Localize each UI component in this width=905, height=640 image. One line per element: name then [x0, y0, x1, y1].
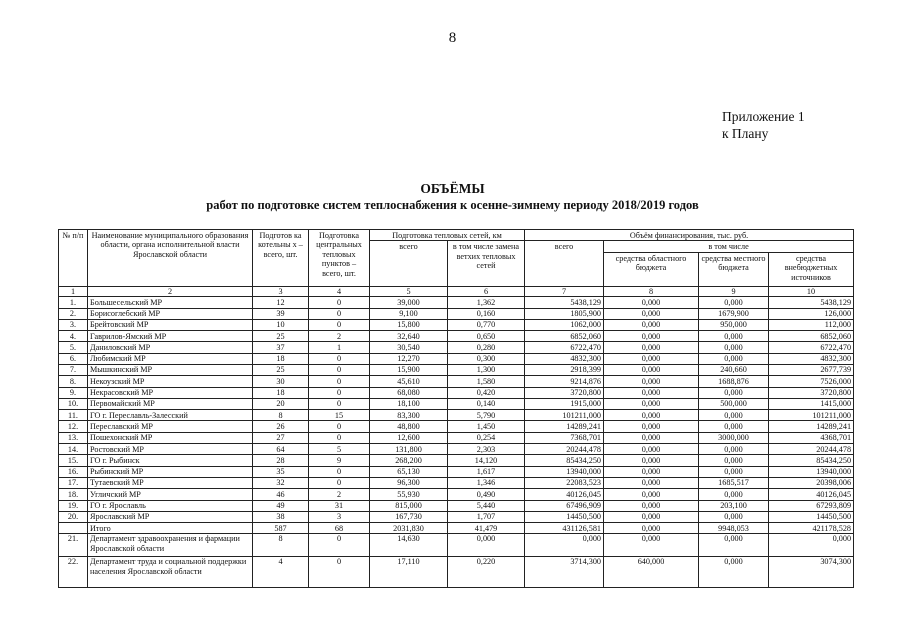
boilers-count: 28 [253, 455, 309, 466]
networks-replacement-km: 0,770 [448, 319, 525, 330]
table-row [59, 500, 854, 511]
boilers-count: 8 [253, 410, 309, 421]
header-offbudget: средства внебюджетных источников [769, 252, 854, 286]
row-number: 18. [59, 489, 88, 500]
row-number: 13. [59, 432, 88, 443]
financing-regional: 0,000 [604, 319, 699, 330]
boilers-count: 39 [253, 308, 309, 319]
municipality-name: Тутаевский МР [88, 477, 253, 488]
financing-regional: 0,000 [604, 342, 699, 353]
financing-local: 0,000 [699, 534, 769, 557]
document-title: ОБЪЁМЫ [420, 181, 485, 196]
financing-offbudget: 13940,000 [769, 466, 854, 477]
header-boilers: Подготов ка котельны х – всего, шт. [253, 230, 309, 287]
financing-regional: 0,000 [604, 432, 699, 443]
financing-local: 0,000 [699, 297, 769, 308]
financing-local: 0,000 [699, 342, 769, 353]
networks-replacement-km: 0,490 [448, 489, 525, 500]
boilers-count: 30 [253, 376, 309, 387]
networks-total-km: 32,640 [370, 331, 448, 342]
column-number: 9 [699, 286, 769, 296]
row-number: 3. [59, 319, 88, 330]
financing-local: 0,000 [699, 444, 769, 455]
row-number: 4. [59, 331, 88, 342]
financing-regional: 0,000 [604, 376, 699, 387]
networks-replacement-km: 5,440 [448, 500, 525, 511]
central-points-count: 3 [309, 511, 370, 522]
financing-local: 0,000 [699, 410, 769, 421]
column-number: 3 [253, 286, 309, 296]
row-number: 6. [59, 353, 88, 364]
networks-replacement-km: 14,120 [448, 455, 525, 466]
financing-local: 9948,053 [699, 523, 769, 534]
boilers-count: 18 [253, 387, 309, 398]
financing-local: 0,000 [699, 489, 769, 500]
municipality-name: Итого [88, 523, 253, 534]
central-points-count: 0 [309, 477, 370, 488]
boilers-count: 25 [253, 365, 309, 376]
networks-total-km: 131,800 [370, 444, 448, 455]
central-points-count: 0 [309, 353, 370, 364]
networks-replacement-km: 2,303 [448, 444, 525, 455]
column-number: 5 [370, 286, 448, 296]
financing-regional: 0,000 [604, 477, 699, 488]
financing-offbudget: 4832,300 [769, 353, 854, 364]
financing-total: 13940,000 [525, 466, 604, 477]
municipality-name: ГО г. Ярославль [88, 500, 253, 511]
table-row [59, 342, 854, 353]
volumes-table [58, 229, 854, 588]
column-number: 10 [769, 286, 854, 296]
central-points-count: 0 [309, 308, 370, 319]
financing-offbudget: 3074,300 [769, 557, 854, 588]
networks-total-km: 12,600 [370, 432, 448, 443]
central-points-count: 5 [309, 444, 370, 455]
financing-total: 3714,300 [525, 557, 604, 588]
row-number: 21. [59, 534, 88, 557]
row-number [59, 523, 88, 534]
table-row [59, 308, 854, 319]
municipality-name: Пошехонский МР [88, 432, 253, 443]
header-financing: Объём финансирования, тыс. руб. [525, 230, 854, 241]
networks-total-km: 167,730 [370, 511, 448, 522]
financing-total: 7368,701 [525, 432, 604, 443]
financing-total: 20244,478 [525, 444, 604, 455]
financing-total: 101211,000 [525, 410, 604, 421]
financing-total: 40126,045 [525, 489, 604, 500]
appendix-line-1: Приложение 1 [722, 109, 805, 124]
financing-regional: 0,000 [604, 511, 699, 522]
financing-offbudget: 14289,241 [769, 421, 854, 432]
financing-local: 0,000 [699, 466, 769, 477]
central-points-count: 0 [309, 421, 370, 432]
row-number: 20. [59, 511, 88, 522]
table-row [59, 297, 854, 308]
financing-regional: 0,000 [604, 308, 699, 319]
central-points-count: 0 [309, 319, 370, 330]
document-subtitle: работ по подготовке систем теплоснабжения к осенне-зимнему периоду 2018/2019 годов [206, 198, 699, 212]
financing-offbudget: 67293,809 [769, 500, 854, 511]
networks-replacement-km: 0,220 [448, 557, 525, 588]
table-row [59, 353, 854, 364]
boilers-count: 20 [253, 398, 309, 409]
boilers-count: 32 [253, 477, 309, 488]
financing-local: 950,000 [699, 319, 769, 330]
municipality-name: Даниловский МР [88, 342, 253, 353]
boilers-count: 37 [253, 342, 309, 353]
networks-replacement-km: 1,707 [448, 511, 525, 522]
central-points-count: 0 [309, 376, 370, 387]
central-points-count: 0 [309, 297, 370, 308]
networks-total-km: 30,540 [370, 342, 448, 353]
municipality-name: Мышкинский МР [88, 365, 253, 376]
financing-total: 22083,523 [525, 477, 604, 488]
central-points-count: 1 [309, 342, 370, 353]
networks-total-km: 39,000 [370, 297, 448, 308]
table-row [59, 376, 854, 387]
networks-total-km: 17,110 [370, 557, 448, 588]
municipality-name: Борисоглебский МР [88, 308, 253, 319]
table-row [59, 466, 854, 477]
networks-replacement-km: 1,580 [448, 376, 525, 387]
financing-regional: 0,000 [604, 534, 699, 557]
financing-total: 1805,900 [525, 308, 604, 319]
central-points-count: 0 [309, 387, 370, 398]
header-financing-including: в том числе [604, 241, 854, 252]
boilers-count: 35 [253, 466, 309, 477]
financing-total: 6852,060 [525, 331, 604, 342]
networks-replacement-km: 0,650 [448, 331, 525, 342]
table-row [59, 444, 854, 455]
financing-regional: 0,000 [604, 353, 699, 364]
financing-offbudget: 6722,470 [769, 342, 854, 353]
financing-offbudget: 3720,800 [769, 387, 854, 398]
financing-regional: 0,000 [604, 421, 699, 432]
table-row [59, 455, 854, 466]
financing-regional: 640,000 [604, 557, 699, 588]
row-number: 5. [59, 342, 88, 353]
municipality-name: Любимский МР [88, 353, 253, 364]
table-row [59, 319, 854, 330]
municipality-name: Брейтовский МР [88, 319, 253, 330]
networks-total-km: 83,300 [370, 410, 448, 421]
central-points-count: 0 [309, 466, 370, 477]
municipality-name: Ростовский МР [88, 444, 253, 455]
financing-total: 1062,000 [525, 319, 604, 330]
financing-total: 5438,129 [525, 297, 604, 308]
row-number: 11. [59, 410, 88, 421]
financing-regional: 0,000 [604, 489, 699, 500]
table-header [59, 230, 854, 297]
municipality-name: Переславский МР [88, 421, 253, 432]
financing-local: 1685,517 [699, 477, 769, 488]
financing-local: 500,000 [699, 398, 769, 409]
financing-offbudget: 421178,528 [769, 523, 854, 534]
financing-total: 14289,241 [525, 421, 604, 432]
financing-local: 1679,900 [699, 308, 769, 319]
financing-local: 240,660 [699, 365, 769, 376]
row-number: 15. [59, 455, 88, 466]
financing-regional: 0,000 [604, 387, 699, 398]
financing-offbudget: 20244,478 [769, 444, 854, 455]
financing-regional: 0,000 [604, 297, 699, 308]
networks-total-km: 15,900 [370, 365, 448, 376]
financing-regional: 0,000 [604, 365, 699, 376]
table-row [59, 387, 854, 398]
networks-replacement-km: 1,362 [448, 297, 525, 308]
financing-offbudget: 6852,060 [769, 331, 854, 342]
table-row [59, 523, 854, 534]
financing-local: 1688,876 [699, 376, 769, 387]
financing-regional: 0,000 [604, 410, 699, 421]
municipality-name: Первомайский МР [88, 398, 253, 409]
financing-offbudget: 5438,129 [769, 297, 854, 308]
financing-total: 0,000 [525, 534, 604, 557]
financing-total: 67496,909 [525, 500, 604, 511]
financing-offbudget: 4368,701 [769, 432, 854, 443]
appendix-note [722, 108, 805, 142]
row-number: 8. [59, 376, 88, 387]
financing-offbudget: 20398,006 [769, 477, 854, 488]
networks-replacement-km: 0,160 [448, 308, 525, 319]
networks-replacement-km: 41,479 [448, 523, 525, 534]
municipality-name: Ярославский МР [88, 511, 253, 522]
column-number: 8 [604, 286, 699, 296]
boilers-count: 38 [253, 511, 309, 522]
networks-total-km: 48,800 [370, 421, 448, 432]
financing-offbudget: 126,000 [769, 308, 854, 319]
column-number: 2 [88, 286, 253, 296]
row-number: 2. [59, 308, 88, 319]
networks-total-km: 815,000 [370, 500, 448, 511]
financing-local: 0,000 [699, 353, 769, 364]
financing-offbudget: 7526,000 [769, 376, 854, 387]
row-number: 7. [59, 365, 88, 376]
financing-local: 0,000 [699, 387, 769, 398]
table-row [59, 557, 854, 588]
boilers-count: 46 [253, 489, 309, 500]
municipality-name: Угличский МР [88, 489, 253, 500]
table-row [59, 534, 854, 557]
boilers-count: 587 [253, 523, 309, 534]
financing-regional: 0,000 [604, 500, 699, 511]
central-points-count: 0 [309, 398, 370, 409]
financing-regional: 0,000 [604, 331, 699, 342]
boilers-count: 27 [253, 432, 309, 443]
networks-total-km: 268,200 [370, 455, 448, 466]
municipality-name: Рыбинский МР [88, 466, 253, 477]
networks-total-km: 68,080 [370, 387, 448, 398]
financing-total: 3720,800 [525, 387, 604, 398]
networks-replacement-km: 1,346 [448, 477, 525, 488]
networks-total-km: 65,130 [370, 466, 448, 477]
financing-total: 6722,470 [525, 342, 604, 353]
municipality-name: Гаврилов-Ямский МР [88, 331, 253, 342]
header-regional-budget: средства областного бюджета [604, 252, 699, 286]
row-number: 9. [59, 387, 88, 398]
networks-total-km: 9,100 [370, 308, 448, 319]
financing-total: 85434,250 [525, 455, 604, 466]
central-points-count: 31 [309, 500, 370, 511]
networks-replacement-km: 0,280 [448, 342, 525, 353]
financing-regional: 0,000 [604, 523, 699, 534]
networks-replacement-km: 1,300 [448, 365, 525, 376]
column-number: 1 [59, 286, 88, 296]
table-row [59, 432, 854, 443]
financing-local: 0,000 [699, 455, 769, 466]
page-number: 8 [448, 30, 457, 46]
financing-local: 0,000 [699, 331, 769, 342]
financing-regional: 0,000 [604, 444, 699, 455]
networks-replacement-km: 1,450 [448, 421, 525, 432]
appendix-line-2: к Плану [722, 126, 769, 141]
header-financing-total: всего [525, 241, 604, 286]
municipality-name: Департамент труда и социальной поддержки населения Ярославской области [88, 557, 253, 588]
financing-offbudget: 0,000 [769, 534, 854, 557]
financing-local: 0,000 [699, 557, 769, 588]
boilers-count: 8 [253, 534, 309, 557]
central-points-count: 0 [309, 534, 370, 557]
header-name: Наименование муниципального образования области, органа исполнительной власти Ярославской области [88, 230, 253, 287]
municipality-name: ГО г. Переславль-Залесский [88, 410, 253, 421]
boilers-count: 26 [253, 421, 309, 432]
financing-total: 4832,300 [525, 353, 604, 364]
networks-total-km: 2031,830 [370, 523, 448, 534]
networks-replacement-km: 0,000 [448, 534, 525, 557]
central-points-count: 68 [309, 523, 370, 534]
row-number: 10. [59, 398, 88, 409]
central-points-count: 2 [309, 489, 370, 500]
row-number: 16. [59, 466, 88, 477]
boilers-count: 25 [253, 331, 309, 342]
table-row [59, 410, 854, 421]
boilers-count: 64 [253, 444, 309, 455]
municipality-name: ГО г. Рыбинск [88, 455, 253, 466]
financing-offbudget: 1415,000 [769, 398, 854, 409]
financing-offbudget: 101211,000 [769, 410, 854, 421]
central-points-count: 15 [309, 410, 370, 421]
central-points-count: 0 [309, 557, 370, 588]
central-points-count: 2 [309, 331, 370, 342]
municipality-name: Некоузский МР [88, 376, 253, 387]
row-number: 1. [59, 297, 88, 308]
central-points-count: 9 [309, 455, 370, 466]
financing-total: 1915,000 [525, 398, 604, 409]
table-row [59, 331, 854, 342]
networks-total-km: 18,100 [370, 398, 448, 409]
table-row [59, 511, 854, 522]
networks-replacement-km: 0,300 [448, 353, 525, 364]
row-number: 17. [59, 477, 88, 488]
row-number: 19. [59, 500, 88, 511]
column-number-row [59, 286, 854, 296]
header-num: № п/п [59, 230, 88, 287]
header-central: Подготовка центральных тепловых пунктов – всего, шт. [309, 230, 370, 287]
networks-total-km: 12,270 [370, 353, 448, 364]
financing-total: 9214,876 [525, 376, 604, 387]
row-number: 14. [59, 444, 88, 455]
networks-total-km: 45,610 [370, 376, 448, 387]
boilers-count: 12 [253, 297, 309, 308]
networks-total-km: 55,930 [370, 489, 448, 500]
table-body [59, 297, 854, 588]
table-row [59, 398, 854, 409]
header-networks: Подготовка тепловых сетей, км [370, 230, 525, 241]
networks-replacement-km: 0,420 [448, 387, 525, 398]
financing-total: 2918,399 [525, 365, 604, 376]
header-networks-replacement: в том числе замена ветхих тепловых сетей [448, 241, 525, 286]
financing-total: 431126,581 [525, 523, 604, 534]
financing-offbudget: 2677,739 [769, 365, 854, 376]
header-local-budget: средства местного бюджета [699, 252, 769, 286]
financing-regional: 0,000 [604, 455, 699, 466]
column-number: 7 [525, 286, 604, 296]
networks-total-km: 15,800 [370, 319, 448, 330]
boilers-count: 10 [253, 319, 309, 330]
financing-local: 3000,000 [699, 432, 769, 443]
financing-offbudget: 40126,045 [769, 489, 854, 500]
table-row [59, 421, 854, 432]
financing-regional: 0,000 [604, 466, 699, 477]
networks-replacement-km: 5,790 [448, 410, 525, 421]
central-points-count: 0 [309, 365, 370, 376]
municipality-name: Большесельский МР [88, 297, 253, 308]
table-row [59, 489, 854, 500]
column-number: 6 [448, 286, 525, 296]
municipality-name: Департамент здравоохранения и фармации Ярославской области [88, 534, 253, 557]
financing-local: 203,100 [699, 500, 769, 511]
table-row [59, 365, 854, 376]
networks-total-km: 14,630 [370, 534, 448, 557]
financing-total: 14450,500 [525, 511, 604, 522]
financing-offbudget: 85434,250 [769, 455, 854, 466]
table-row [59, 477, 854, 488]
boilers-count: 4 [253, 557, 309, 588]
row-number: 12. [59, 421, 88, 432]
central-points-count: 0 [309, 432, 370, 443]
networks-replacement-km: 1,617 [448, 466, 525, 477]
financing-regional: 0,000 [604, 398, 699, 409]
financing-local: 0,000 [699, 511, 769, 522]
networks-replacement-km: 0,254 [448, 432, 525, 443]
financing-offbudget: 112,000 [769, 319, 854, 330]
municipality-name: Некрасовский МР [88, 387, 253, 398]
header-networks-total: всего [370, 241, 448, 286]
boilers-count: 49 [253, 500, 309, 511]
networks-total-km: 96,300 [370, 477, 448, 488]
networks-replacement-km: 0,140 [448, 398, 525, 409]
row-number: 22. [59, 557, 88, 588]
boilers-count: 18 [253, 353, 309, 364]
column-number: 4 [309, 286, 370, 296]
financing-local: 0,000 [699, 421, 769, 432]
financing-offbudget: 14450,500 [769, 511, 854, 522]
